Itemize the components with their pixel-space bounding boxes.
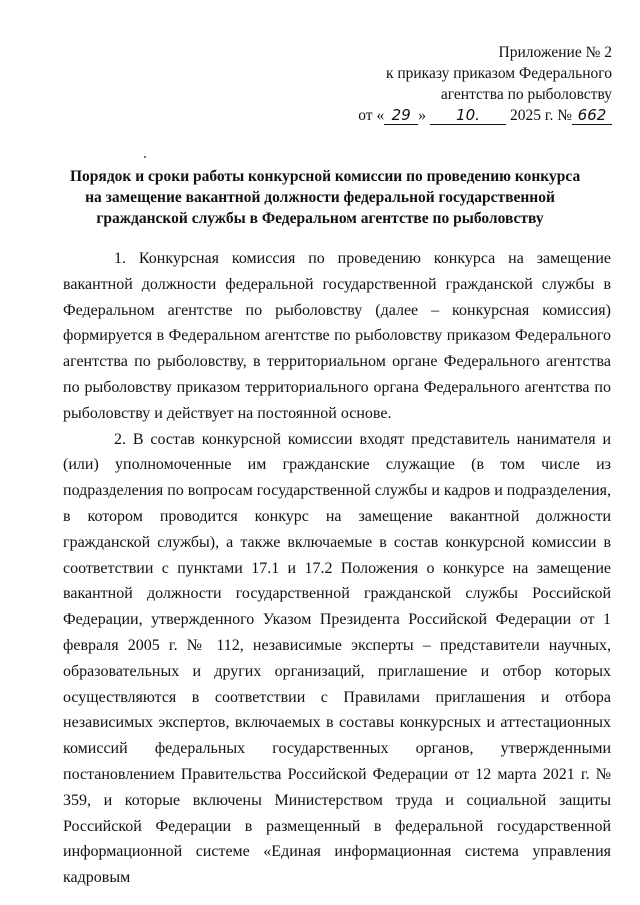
appendix-agency: агентства по рыболовству <box>440 86 612 103</box>
appendix-title: Приложение № 2 <box>498 44 612 61</box>
document-title <box>70 166 581 229</box>
title-line-1: Порядок и сроки работы конкурсной комиссии по проведению конкурса <box>70 168 581 185</box>
title-line-3: гражданской службы в Федеральном агентстве по рыболовству <box>96 210 544 227</box>
handwritten-order-number: 662 <box>572 107 612 125</box>
date-prefix: от « <box>358 107 385 124</box>
appendix-date-line <box>312 105 612 126</box>
date-year: 2025 г. № <box>509 107 572 124</box>
appendix-header <box>312 42 612 126</box>
appendix-order-reference: к приказу приказом Федерального <box>385 65 612 82</box>
date-close-quote: » <box>418 107 426 124</box>
stray-mark <box>144 156 146 158</box>
handwritten-month: 10. <box>430 107 506 125</box>
paragraph-1: 1. Конкурсная комиссия по проведению конкурса на замещение вакантной должности федеральной государственной гражданской службы в Федеральном агентстве по рыболовству (далее – конкурсная комиссия) формируется в Федеральном агентстве по рыболовству приказом Федерального агентства по рыболовству, в территориальном органе Федерального агентства по рыболовству приказом территориального органа Федерального агентства по рыболовству и действует на постоянной основе. <box>63 250 611 422</box>
paragraph-2: 2. В состав конкурсной комиссии входят представитель нанимателя и (или) уполномоченные им гражданские служащие (в том числе из подразделения по вопросам государственной службы и кадров и подразделения, в котором проводится конкурс на замещение вакантной должности гражданской службы), а также включаемые в состав конкурсной комиссии в соответствии с пунктами 17.1 и 17.2 Положения о конкурсе на замещение вакантной должности государственной гражданской службы Российской Федерации, утвержденного Указом Президента Российской Федерации от 1 февраля 2005 г. № 112, независимые эксперты – представители научных, образовательных и других организаций, приглашение и отбор которых осуществляются в соответствии с Правилами приглашения и отбора независимых экспертов, включаемых в составы конкурсных и аттестационных комиссий федеральных государственных органов, утвержденными постановлением Правительства Российской Федерации от 12 марта 2021 г. № 359, и которые включены Министерством труда и социальной защиты Российской Федерации в размещенный в федеральной государственной информационной системе «Единая информационная система управления кадровым <box>63 430 611 887</box>
handwritten-day: 29 <box>384 107 418 125</box>
title-line-2: на замещение вакантной должности федеральной государственной <box>85 189 555 206</box>
document-body <box>63 246 611 891</box>
